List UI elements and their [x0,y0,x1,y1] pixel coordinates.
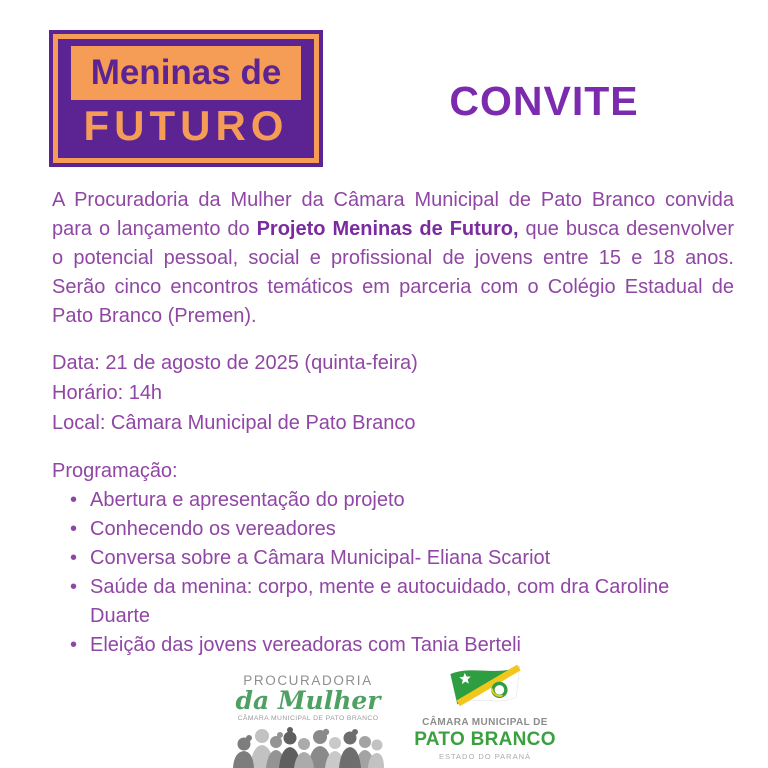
logo-frame [53,34,319,163]
program-item: • Conhecendo os vereadores [52,515,734,544]
camara-pato-branco-logo [414,663,556,768]
footer-logos [16,663,768,768]
event-location: Local: Câmara Municipal de Pato Branco [52,412,416,434]
camara-state-caption: ESTADO DO PARANÁ [439,752,531,761]
invitation-content [52,186,734,660]
procuradoria-caption: CÂMARA MUNICIPAL DE PATO BRANCO [237,715,379,722]
procuradoria-script: da Mulher [235,686,381,715]
intro-text-before: A Procuradoria da Mulher da Câmara Municipal de Pato Branco convida para o lançamento do [52,189,734,240]
program-item: • Saúde da menina: corpo, mente e autocuidado, com dra Caroline Duarte [52,573,734,631]
camara-city: PATO BRANCO [414,729,556,750]
logo-line-futuro: FUTURO [83,102,289,149]
program-item: • Abertura e apresentação do projeto [52,486,734,515]
camara-title: CÂMARA MUNICIPAL DE [422,717,548,728]
intro-project-name: Projeto Meninas de Futuro, [256,218,519,240]
procuradoria-title: PROCURADORIA [243,673,373,688]
event-time: Horário: 14h [52,382,163,404]
intro-text-after: que busca desenvolver o potencial pessoal, social e profissional de jovens entre 15 e 18 anos. Serão cinco encontros temáticos em parceria com o Colégio Estadual de Pato Branco (Premen). [52,218,735,327]
event-details [52,348,734,438]
program-heading: Programação: [52,460,178,482]
program-item: • Conversa sobre a Câmara Municipal- Eliana Scariot [52,544,734,573]
program-item: • Eleição das jovens vereadoras com Tania Berteli [52,631,734,660]
event-date: Data: 21 de agosto de 2025 (quinta-feira) [52,352,418,374]
women-silhouettes-icon [232,726,384,768]
pato-branco-flag-icon [442,663,528,715]
intro-paragraph [52,186,734,331]
program-list [52,486,734,660]
procuradoria-da-mulher-logo [232,674,384,768]
logo-line-meninas-de: Meninas de [71,46,301,100]
page-title: CONVITE [449,78,639,124]
meninas-de-futuro-logo [49,30,323,167]
